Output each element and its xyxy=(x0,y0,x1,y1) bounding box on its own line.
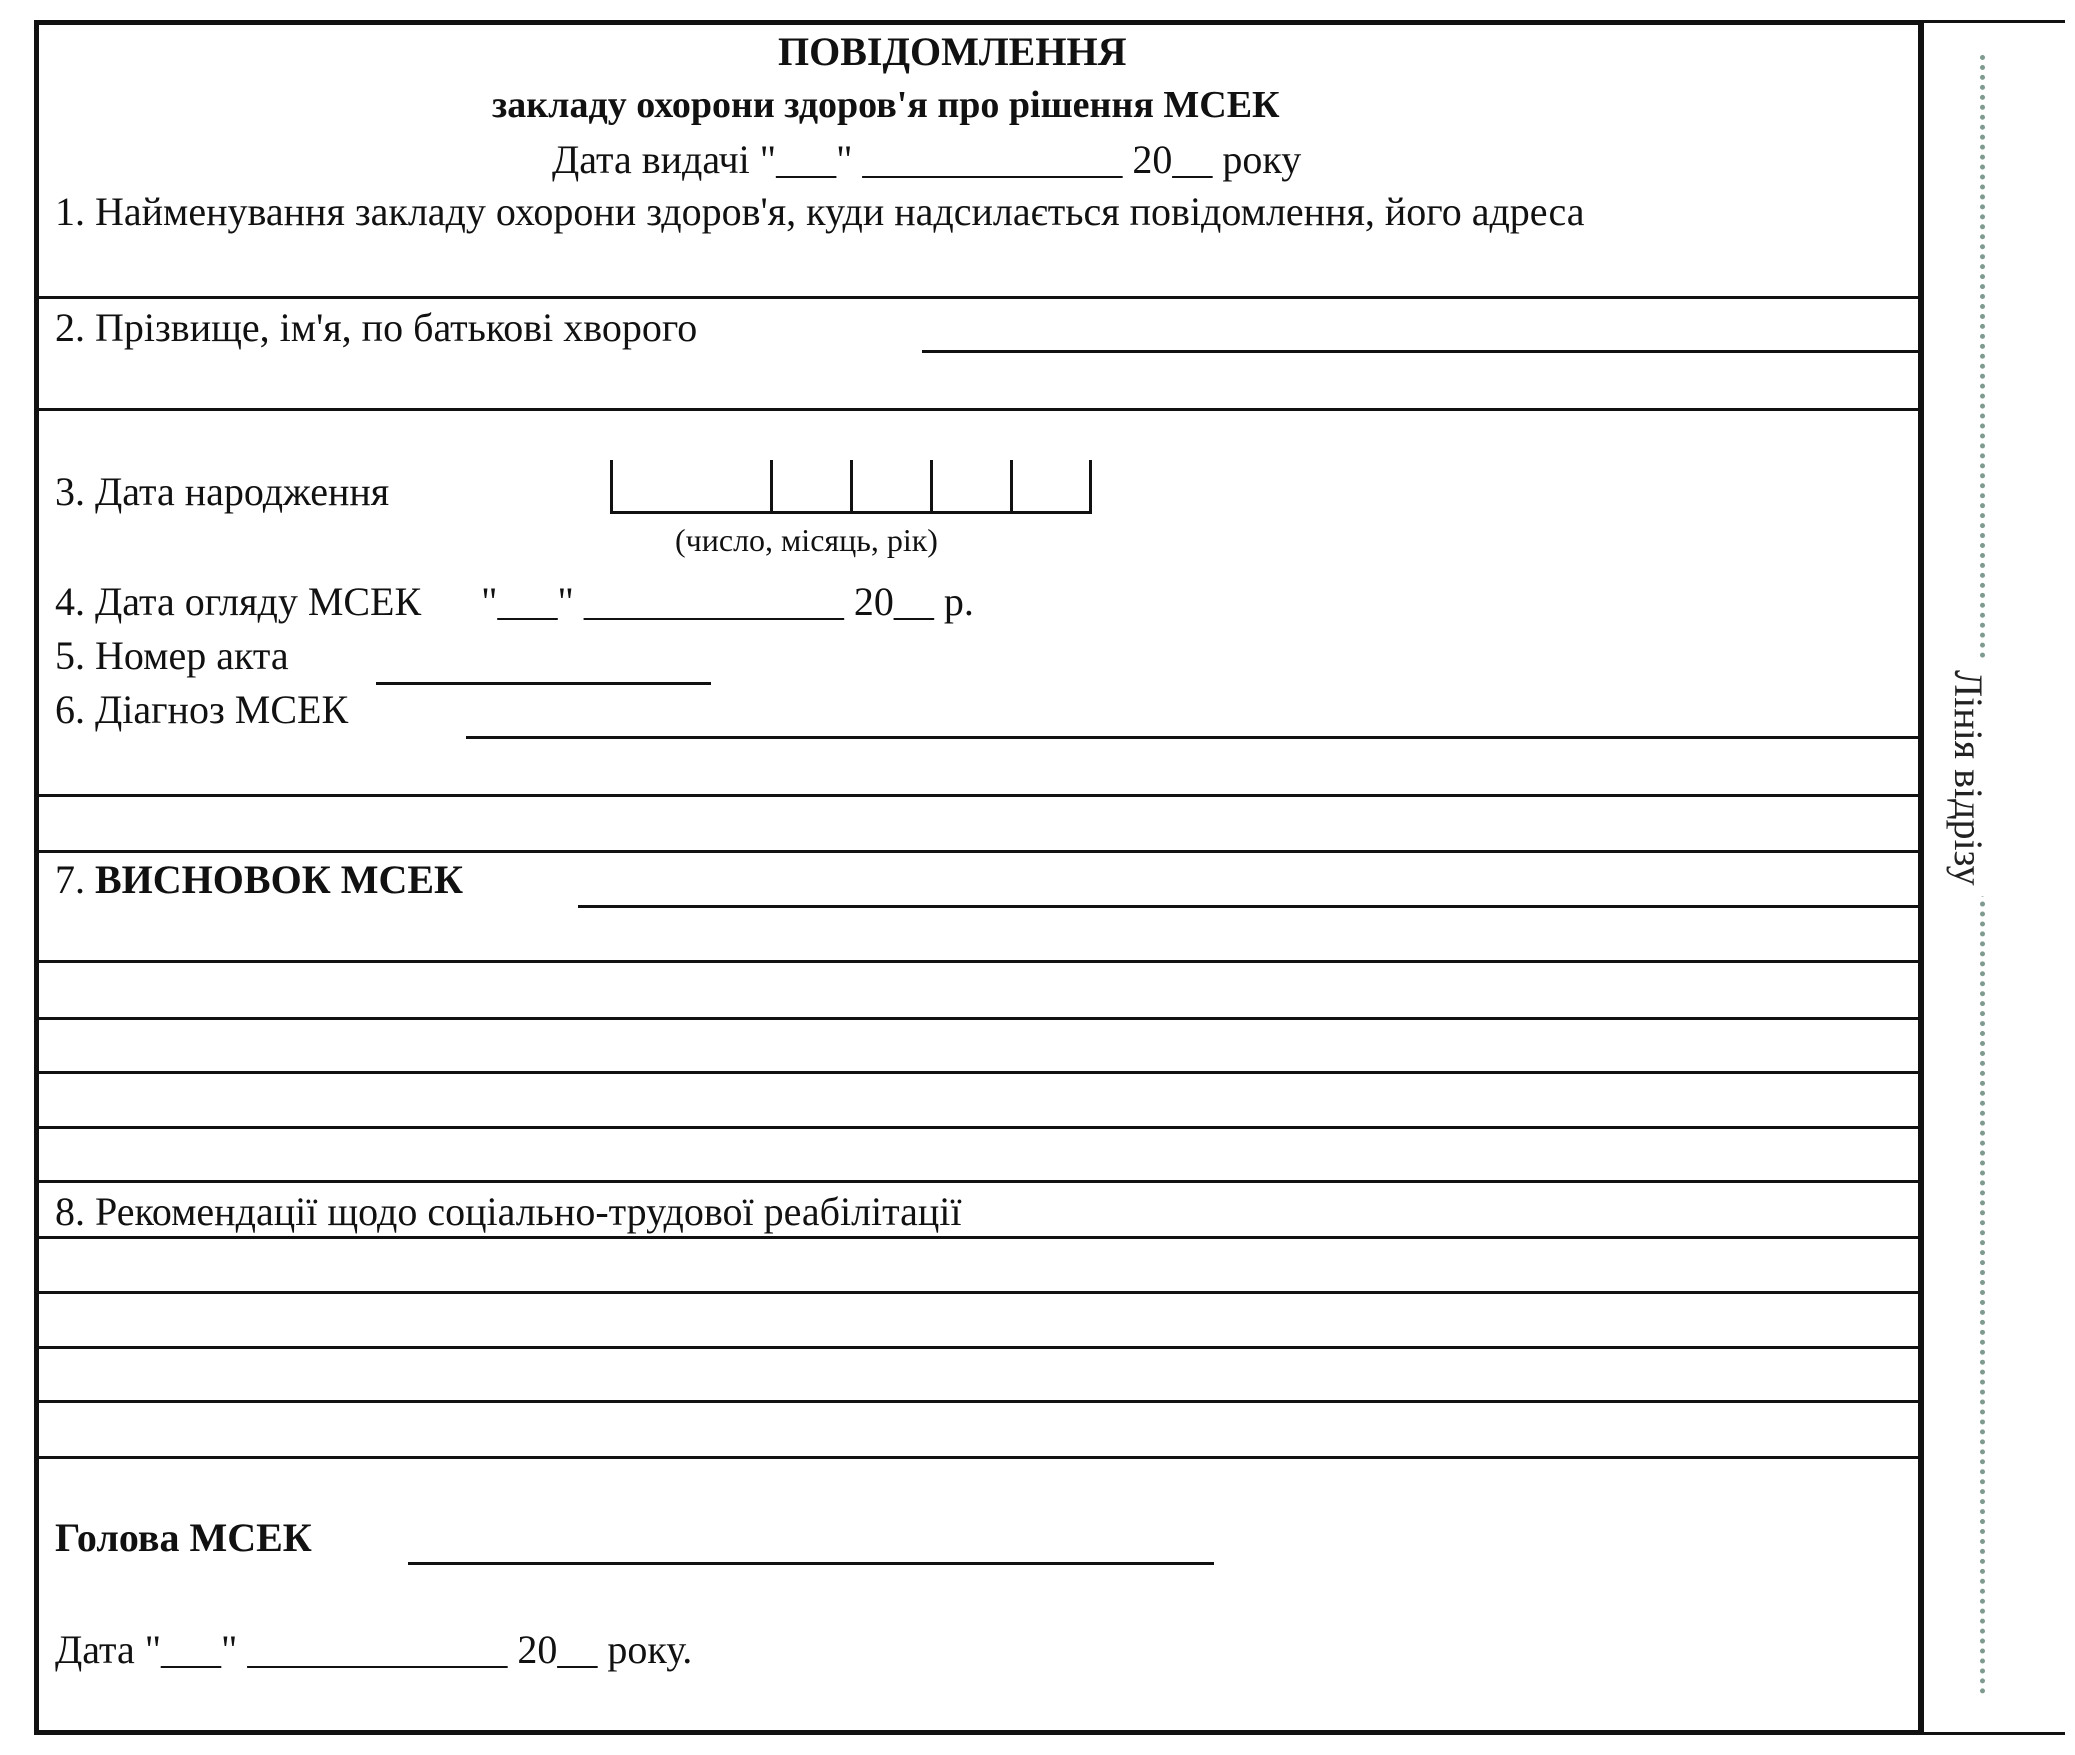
chairman-signature-field[interactable] xyxy=(408,1562,1214,1565)
conclusion-line[interactable] xyxy=(34,1071,1918,1074)
recommendations-line[interactable] xyxy=(34,1236,1918,1239)
issue-date: Дата видачі "___" _____________ 20__ року xyxy=(552,137,1302,182)
birth-date-boxes[interactable] xyxy=(610,460,1092,514)
form-title: ПОВІДОМЛЕННЯ xyxy=(778,29,1127,74)
item-3-label: 3. Дата народження xyxy=(55,469,390,514)
recommendations-line[interactable] xyxy=(34,1346,1918,1349)
item-5-label: 5. Номер акта xyxy=(55,633,289,678)
conclusion-line[interactable] xyxy=(34,1017,1918,1020)
item-2-label: 2. Прізвище, ім'я, по батькові хворого xyxy=(55,305,698,350)
divider xyxy=(34,850,1918,853)
divider xyxy=(34,1456,1918,1459)
item-4-label: 4. Дата огляду МСЕК "___" _____________ 20__ р. xyxy=(55,579,974,624)
patient-name-field[interactable] xyxy=(922,350,1918,353)
item-3-hint: (число, місяць, рік) xyxy=(675,522,938,558)
item-7-number: 7. xyxy=(55,857,85,902)
form-subtitle: закладу охорони здоров'я про рішення МСЕК xyxy=(492,84,1280,126)
item-7-label xyxy=(55,857,464,902)
recommendations-line[interactable] xyxy=(34,1291,1918,1294)
item-1-label: 1. Найменування закладу охорони здоров'я, куди надсилається повідомлення, його адреса xyxy=(55,189,1585,234)
cut-line-label: Лінія відрізу xyxy=(1948,660,1988,896)
conclusion-line[interactable] xyxy=(34,1126,1918,1129)
divider xyxy=(34,296,1918,299)
item-7-title: ВИСНОВОК МСЕК xyxy=(95,857,464,902)
act-number-field[interactable] xyxy=(376,682,711,685)
footer-date: Дата "___" _____________ 20__ року. xyxy=(55,1627,693,1672)
item-8-label: 8. Рекомендації щодо соціально-трудової реабілітації xyxy=(55,1189,962,1234)
conclusion-line[interactable] xyxy=(34,960,1918,963)
diagnosis-line[interactable] xyxy=(34,794,1918,797)
conclusion-field[interactable] xyxy=(578,905,1918,908)
diagnosis-field[interactable] xyxy=(466,736,1918,739)
item-6-label: 6. Діагноз МСЕК xyxy=(55,687,349,732)
chairman-label: Голова МСЕК xyxy=(55,1515,312,1560)
recommendations-line[interactable] xyxy=(34,1400,1918,1403)
divider xyxy=(34,408,1918,411)
divider xyxy=(34,1180,1918,1183)
